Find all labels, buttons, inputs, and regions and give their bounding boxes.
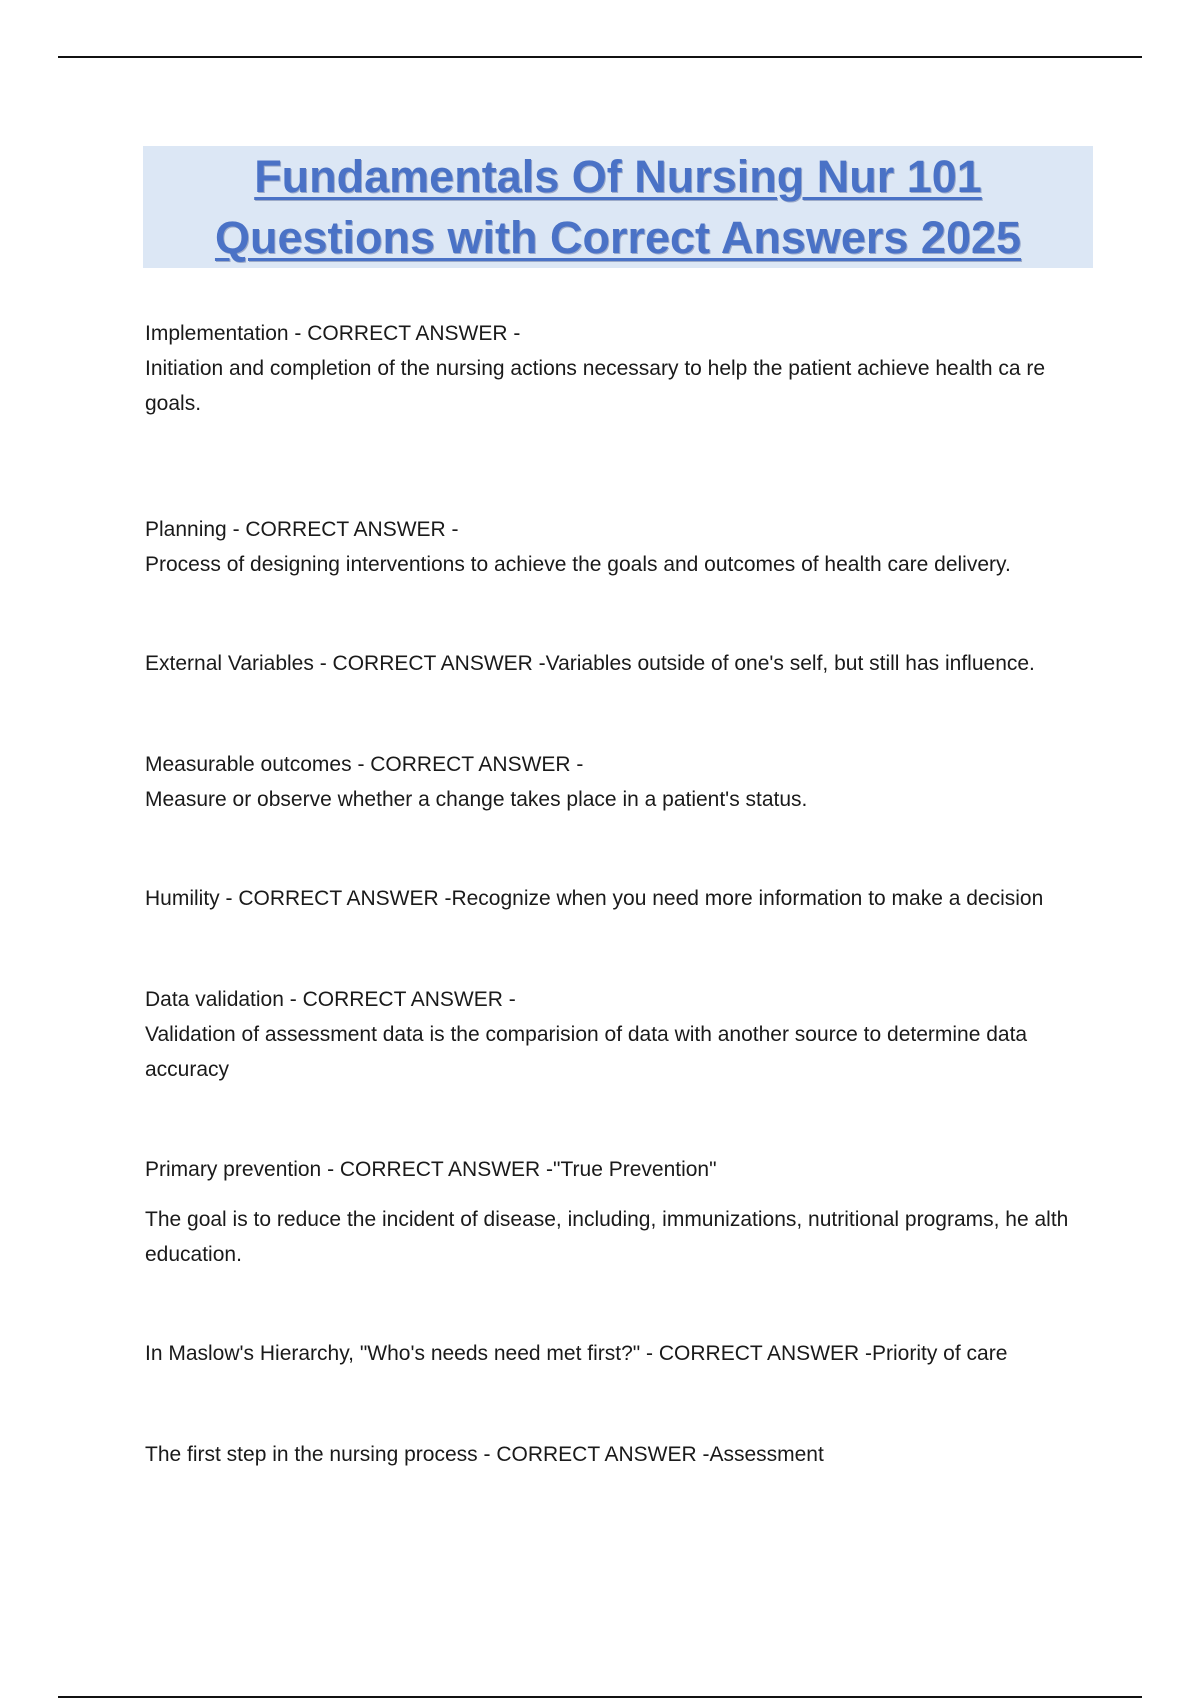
qa-term: The first step in the nursing process - CORRECT ANSWER -Assessment bbox=[145, 1443, 824, 1466]
qa-item-implementation bbox=[145, 316, 1095, 421]
qa-item-external-variables bbox=[145, 646, 1095, 681]
qa-item-maslow-hierarchy bbox=[145, 1336, 1095, 1371]
qa-term: Measurable outcomes - CORRECT ANSWER - bbox=[145, 753, 584, 776]
qa-item-measurable-outcomes bbox=[145, 747, 1095, 817]
qa-term: Data validation - CORRECT ANSWER - bbox=[145, 988, 516, 1011]
qa-item-primary-prevention bbox=[145, 1152, 1095, 1272]
qa-item-planning bbox=[145, 512, 1095, 582]
qa-definition: Initiation and completion of the nursing actions necessary to help the patient achieve health ca re goals. bbox=[145, 357, 1046, 415]
qa-item-data-validation bbox=[145, 982, 1095, 1087]
qa-item-humility bbox=[145, 881, 1095, 916]
title-line-1: Fundamentals Of Nursing Nur 101 bbox=[254, 151, 982, 202]
qa-term: Planning - CORRECT ANSWER - bbox=[145, 518, 459, 541]
qa-definition: The goal is to reduce the incident of disease, including, immunizations, nutritional programs, he alth education. bbox=[145, 1208, 1069, 1266]
qa-term: Primary prevention - CORRECT ANSWER -"True Prevention" bbox=[145, 1158, 717, 1181]
document-title bbox=[215, 146, 1021, 268]
top-rule bbox=[58, 56, 1142, 58]
qa-list bbox=[145, 316, 1095, 1472]
qa-item-first-step bbox=[145, 1437, 1095, 1472]
qa-definition: Process of designing interventions to achieve the goals and outcomes of health care delivery. bbox=[145, 553, 1011, 576]
qa-definition: Validation of assessment data is the comparision of data with another source to determine data accuracy bbox=[145, 1023, 1028, 1081]
qa-term: Implementation - CORRECT ANSWER - bbox=[145, 322, 521, 345]
qa-term: In Maslow's Hierarchy, "Who's needs need met first?" - CORRECT ANSWER -Priority of care bbox=[145, 1342, 1008, 1365]
qa-term: Humility - CORRECT ANSWER -Recognize when you need more information to make a decision bbox=[145, 887, 1044, 910]
bottom-rule bbox=[58, 1696, 1142, 1698]
title-banner bbox=[143, 146, 1093, 268]
title-line-2: Questions with Correct Answers 2025 bbox=[214, 212, 1022, 263]
qa-term: External Variables - CORRECT ANSWER -Variables outside of one's self, but still has influence. bbox=[145, 652, 1035, 675]
qa-definition: Measure or observe whether a change takes place in a patient's status. bbox=[145, 788, 808, 811]
